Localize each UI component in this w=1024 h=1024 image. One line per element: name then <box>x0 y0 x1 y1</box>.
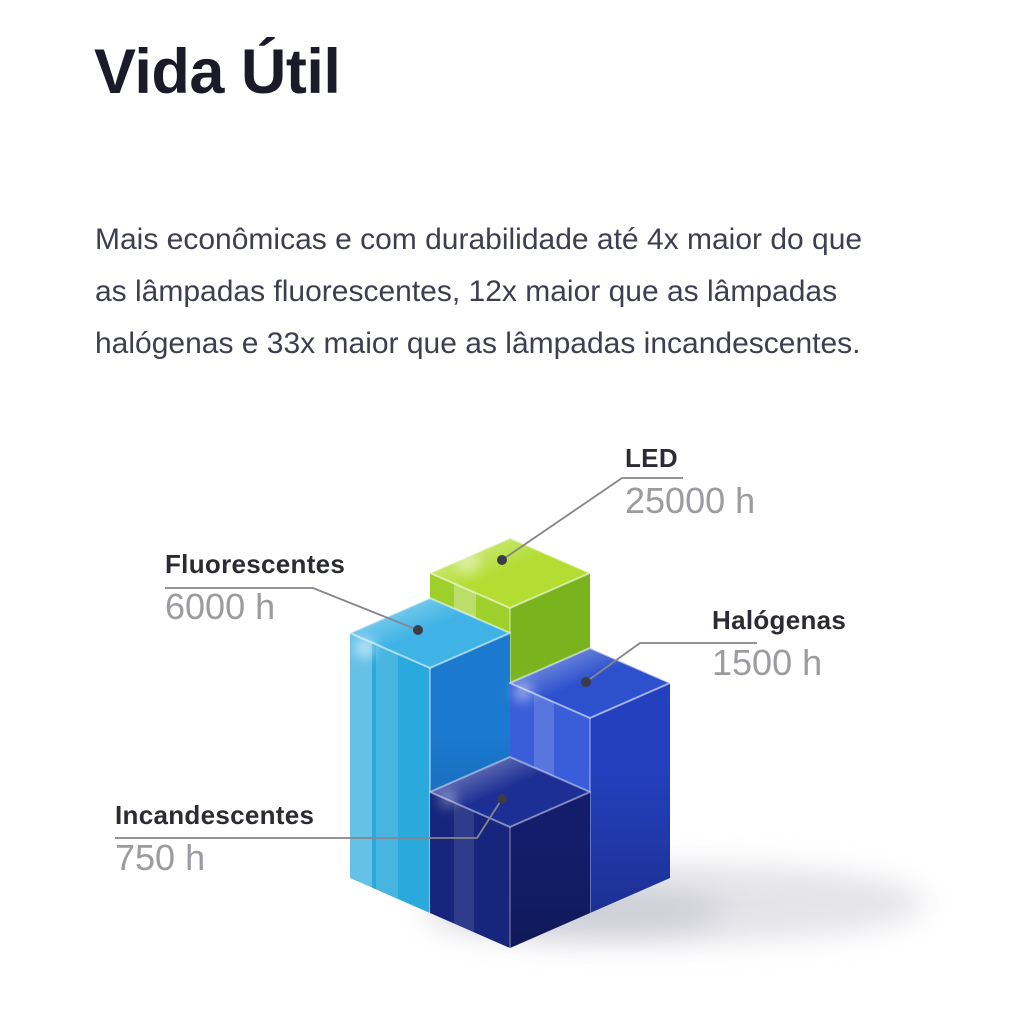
bar-fluorescentes-left-band <box>350 633 372 888</box>
bar-label-fluorescentes: Fluorescentes <box>165 549 346 579</box>
bar-halogenas-left-face <box>510 683 590 913</box>
leader-dot-incandescentes <box>497 794 507 804</box>
bar-led-right-face-shade <box>510 573 590 878</box>
bar-halogenas-top-face <box>510 648 670 718</box>
bar-halogenas-highlight-stripe <box>534 694 554 897</box>
bar-fluorescentes-left-face <box>350 633 430 913</box>
bar-value-led: 25000 h <box>625 480 756 521</box>
bar-fluorescentes-top-sheen <box>350 598 510 668</box>
callout-led <box>625 443 755 521</box>
bar-halogenas-right-face <box>590 683 670 913</box>
bar-fluorescentes-top-face <box>350 598 510 668</box>
bar-halogenas-top-sheen <box>510 648 670 718</box>
ground-shadow <box>455 865 925 941</box>
leader-dot-halogenas <box>581 677 591 687</box>
ground-shadow-inner <box>425 884 725 940</box>
bar-incandescentes-glint <box>440 791 456 807</box>
bar-incandescentes-highlight-stripe <box>454 803 474 932</box>
bar-led-highlight-stripe <box>454 584 476 863</box>
bar-incandescentes-left-face <box>430 792 510 948</box>
bar-incandescentes-right-face-shade <box>510 792 590 948</box>
bar-fluorescentes-glint <box>355 638 375 658</box>
bar-value-halogenas: 1500 h <box>712 642 823 683</box>
bar-led-glint <box>456 550 480 574</box>
page-title: Vida Útil <box>94 37 341 107</box>
bar-halogenas-right-face-shade <box>590 683 670 913</box>
bar-fluorescentes-right-face-shade <box>430 633 510 913</box>
intro-line-1: Mais econômicas e com durabilidade até 4x maior do que <box>95 223 863 256</box>
bar-led-left-face <box>430 573 510 878</box>
bar-led-right-face <box>510 573 590 878</box>
bar-label-incandescentes: Incandescentes <box>115 800 315 830</box>
bar-fluorescentes-right-face <box>430 633 510 913</box>
bar-incandescentes-top-face <box>430 757 590 827</box>
bar-value-fluorescentes: 6000 h <box>165 586 276 627</box>
bar-fluorescentes <box>350 598 510 913</box>
callout-fluorescentes <box>165 549 345 627</box>
intro-paragraph <box>95 214 862 370</box>
leader-dot-fluorescentes <box>413 625 423 635</box>
intro-line-3: halógenas e 33x maior que as lâmpadas incandescentes. <box>95 327 861 360</box>
bar-led-top-sheen <box>430 538 590 608</box>
bar-halogenas-glint <box>514 683 532 701</box>
leader-dots <box>413 555 591 804</box>
bar-halogenas <box>510 648 670 913</box>
bar-label-halogenas: Halógenas <box>712 605 847 635</box>
bar-incandescentes-right-face <box>510 792 590 948</box>
bar-led-top-face <box>430 538 590 608</box>
bar-incandescentes-top-sheen <box>430 757 590 827</box>
callout-halogenas <box>712 605 846 683</box>
callout-incandescentes <box>115 800 314 878</box>
bar-fluorescentes-highlight-stripe <box>376 645 398 899</box>
leader-dot-led <box>497 555 507 565</box>
bar-label-led: LED <box>625 443 678 473</box>
bar-value-incandescentes: 750 h <box>115 837 206 878</box>
intro-line-2: as lâmpadas fluorescentes, 12x maior que as lâmpadas <box>95 275 838 308</box>
bar-led <box>430 538 590 878</box>
leader-lines <box>115 478 757 838</box>
bar-incandescentes <box>430 757 590 948</box>
